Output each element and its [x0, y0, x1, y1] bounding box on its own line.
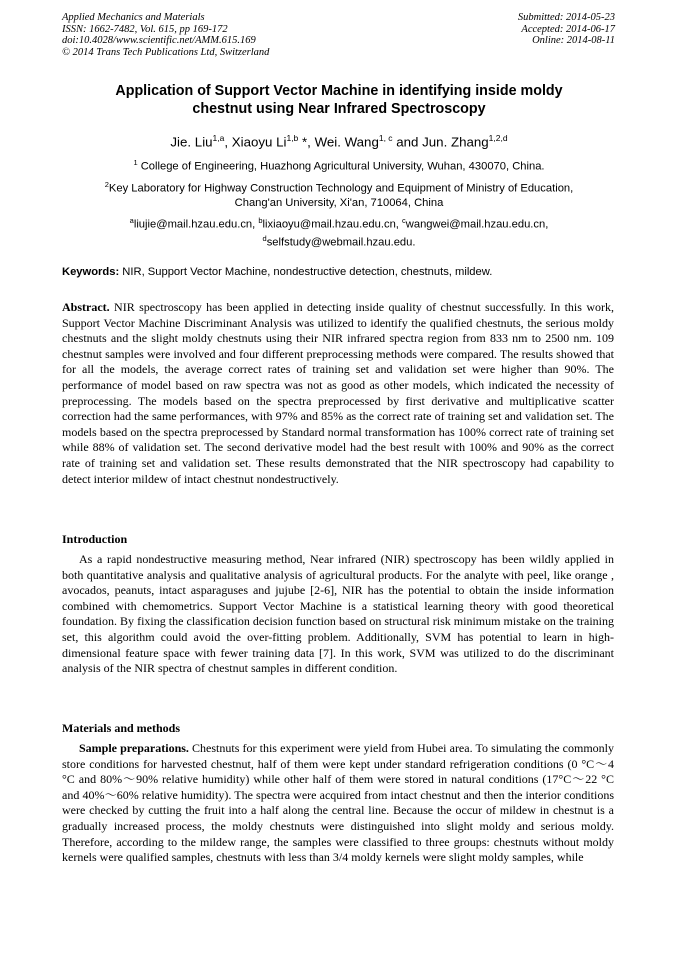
- author-affiliation-mark: 1, c: [378, 133, 393, 143]
- email-link[interactable]: selfstudy@webmail.hzau.edu.: [266, 236, 416, 249]
- title-line-2: chestnut using Near Infrared Spectroscopy: [192, 101, 486, 117]
- online-date: Online: 2014-08-11: [532, 35, 615, 47]
- copyright-line: © 2014 Trans Tech Publications Ltd, Switzerland: [62, 46, 270, 58]
- keywords: [62, 265, 616, 279]
- author-affiliation-mark: 1,a: [212, 133, 225, 143]
- author-affiliation-mark: 1,b: [286, 133, 299, 143]
- author-name: Wei. Wang: [314, 134, 379, 150]
- author-separator: *,: [298, 134, 315, 150]
- issn-line: ISSN: 1662-7482, Vol. 615, pp 169-172: [62, 23, 228, 35]
- author-affiliation-mark: 1,2,d: [488, 133, 508, 143]
- subsection-label: Sample preparations.: [79, 741, 189, 755]
- keywords-label: Keywords:: [62, 266, 120, 278]
- author-name: Jun. Zhang: [422, 134, 489, 150]
- title-line-1: Application of Support Vector Machine in identifying inside moldy: [115, 83, 563, 99]
- section-heading-methods: Materials and methods: [62, 721, 180, 735]
- email-link[interactable]: wangwei@mail.hzau.edu.cn,: [405, 218, 549, 231]
- author-name: Jie. Liu: [170, 134, 213, 150]
- author-emails: [62, 214, 616, 250]
- keywords-text: NIR, Support Vector Machine, nondestructive detection, chestnuts, mildew.: [119, 266, 493, 278]
- affiliation-text-line-2: Chang'an University, Xi'an, 710064, China: [234, 197, 444, 210]
- doi-line: doi:10.4028/www.scientific.net/AMM.615.169: [62, 35, 256, 47]
- section-heading-introduction: Introduction: [62, 532, 128, 546]
- email-mark: a: [129, 216, 134, 225]
- abstract-label: Abstract.: [62, 300, 110, 314]
- email-mark: b: [258, 216, 263, 225]
- email-link[interactable]: liujie@mail.hzau.edu.cn,: [133, 218, 259, 231]
- paper-title: [62, 82, 616, 118]
- email-mark: c: [402, 216, 406, 225]
- submitted-date: Submitted: 2014-05-23: [517, 12, 615, 23]
- affiliation-mark: 2: [104, 180, 109, 189]
- author-name: Xiaoyu Li: [231, 134, 287, 150]
- email-link[interactable]: lixiaoyu@mail.hzau.edu.cn,: [262, 218, 403, 231]
- affiliation-text-line-1: Key Laboratory for Highway Construction Technology and Equipment of Ministry of Education,: [108, 182, 574, 195]
- affiliation-2: [62, 178, 616, 211]
- affiliation-text: College of Engineering, Huazhong Agricultural University, Wuhan, 430070, China.: [137, 160, 545, 173]
- abstract: [62, 300, 614, 487]
- abstract-text: NIR spectroscopy has been applied in detecting inside quality of chestnut successfully. In this work, Support Vector Machine Discriminant Analysis was utilized to identify the qualified chestnuts, the serious moldy chestnuts and the slight moldy chestnuts using their NIR infrared spectra region from 833 nm to 2500 nm. 109 chestnut samples were involved and four different preprocessing methods were compared. The results showed that for all the models, the average correct rates of training set and validation set were higher than 90%. The performance of model based on raw spectra was not as good as other models, which indicated the necessity of preprocessing. The models based on the spectra preprocessed by first derivative and multiplicative scatter correction had the same performances, with 97% and 85% as the correct rate of training set and validation set. The models based on the spectra preprocessed by Standard normal transformation has 100% correct rate of training set while 88% of validation set. The second derivative model had the best result with 100% and 90% as the correct rate of training set and validation set. These results demonstrated that the NIR spectroscopy had capability to detect interior mildew of intact chestnut nondestructively.: [62, 300, 614, 486]
- publication-dates: [518, 12, 615, 47]
- methods-text: Chestnuts for this experiment were yield from Hubei area. To simulating the commonly store conditions for harvested chestnut, half of them were kept under standard refrigeration conditions (0 °C～4 °C and 80%～90% relative humidity) while other half of them were stored in natural conditions (17°C～22 °C and 40%～60% relative humidity). The spectra were acquired from intact chestnut and then the interior conditions were checked by cutting the fruit into a half along the central line. Because the occur of mildew in chestnut is a gradually increased process, the moldy chestnuts were distinguished into slight moldy and serious moldy. Therefore, according to the mildew range, the samples were classified to three groups: chestnuts without moldy kernels were qualified samples, chestnuts with less than 3/4 moldy kernels were slight moldy samples, while: [62, 741, 614, 865]
- accepted-date: Accepted: 2014-06-17: [521, 23, 615, 35]
- author-list: [62, 130, 616, 150]
- journal-info: [62, 12, 269, 58]
- affiliation-mark: 1: [133, 158, 138, 167]
- journal-name: Applied Mechanics and Materials: [62, 12, 205, 23]
- affiliation-1: [62, 156, 616, 174]
- author-separator: and: [392, 134, 423, 150]
- methods-paragraph: [62, 741, 614, 866]
- introduction-paragraph: As a rapid nondestructive measuring method, Near infrared (NIR) spectroscopy has been wildly applied in both quantitative analysis and qualitative analysis of agricultural products. For the analyte with peel, like orange , avocados, peanuts, intact asparaguses and jujube [2-6], NIR has the potential to obtain the inside information combined with chemometrics. Support Vector Machine is a statistical learning theory with good theoretical foundation. By fixing the classification decision function based on structural risk minimum mistake on the training set, this algorithm could avoid the over-fitting problem. Additionally, SVM has potential to learn in high-dimensional feature space with fewer training data [7]. In this work, SVM was utilized to do the discriminant analysis of the NIR spectra of chestnut samples in different condition.: [62, 552, 614, 676]
- author-separator: ,: [224, 134, 232, 150]
- email-mark: d: [262, 234, 267, 244]
